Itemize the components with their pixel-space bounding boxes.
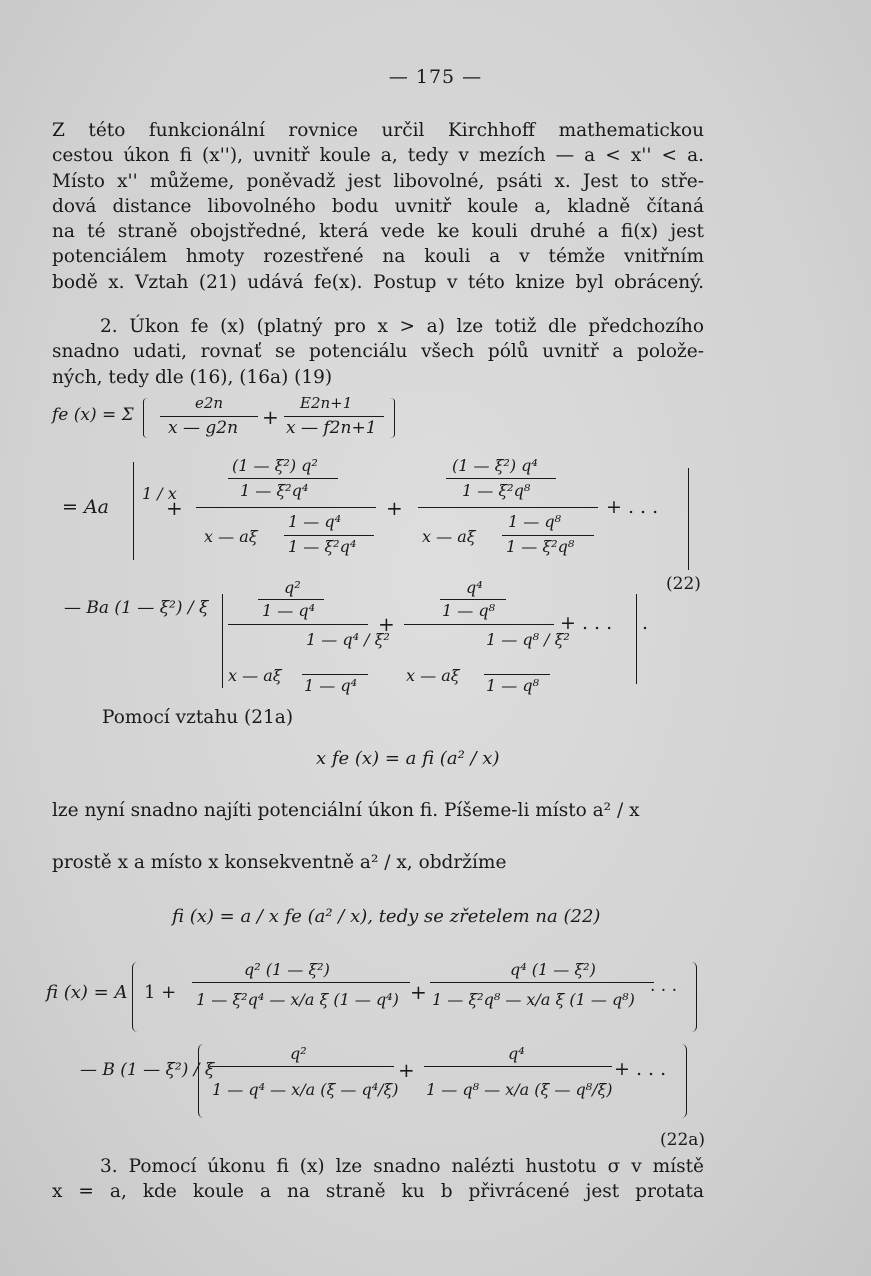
fraction-bar	[258, 599, 324, 600]
text-line: bodě x. Vztah (21) udává fe(x). Postup v této knize byl obrácený.	[52, 271, 704, 293]
t1-num: q² (1 — ξ²)	[244, 960, 330, 979]
term-a-den-x: x — aξ	[204, 527, 258, 546]
eq22-lead: = Aa	[62, 496, 110, 518]
text-line: dová distance libovolného bodu uvnitř koule a, kladně čítaná	[52, 195, 704, 217]
fraction-bar-main	[196, 507, 376, 508]
text-line: ných, tedy dle (16), (16a) (19)	[52, 366, 333, 388]
fraction-bar	[284, 535, 374, 536]
end-dot: .	[642, 612, 649, 634]
t2-den: 1 — ξ²q⁸ — x/a ξ (1 — q⁸)	[432, 990, 635, 1009]
one-over-x: 1 / x	[142, 484, 177, 503]
term-c-num-bot: 1 — q⁴	[262, 601, 316, 620]
text-lze-nyni: lze nyní snadno najíti potenciální úkon fi. Píšeme-li místo a² / x	[52, 800, 640, 821]
equation-number: (22a)	[660, 1130, 706, 1150]
fraction-bar	[284, 416, 384, 417]
paragraph-kirchhoff	[52, 118, 704, 295]
fraction-bar	[484, 674, 550, 675]
fraction-bar	[192, 982, 410, 983]
fraction-bar	[430, 982, 654, 983]
term-d-num-bot: 1 — q⁸	[442, 601, 496, 620]
fraction-bar-main	[418, 507, 598, 508]
plus-dots: + . . .	[560, 612, 613, 634]
term-b-den-x: x — aξ	[422, 527, 476, 546]
left-paren	[198, 1044, 209, 1118]
fraction-bar	[446, 478, 556, 479]
plus-sign: +	[166, 496, 183, 520]
eq-lhs: fe (x) = Σ	[52, 405, 134, 425]
right-paren	[676, 1044, 687, 1118]
plus-dots: + . . .	[614, 1058, 667, 1080]
term-a-num-top: (1 — ξ²) q²	[232, 456, 318, 475]
b-t2-num: q⁴	[508, 1044, 525, 1063]
b-t1-num: q²	[290, 1044, 307, 1063]
text-line: snadno udati, rovnať se potenciálu všech pólů uvnitř a polože-	[52, 341, 704, 363]
equation-fi: fi (x) = a / x fe (a² / x), tedy se zřetelem na (22)	[172, 906, 601, 927]
big-right-bracket	[688, 468, 689, 570]
term-b-num-bot: 1 — ξ²q⁸	[462, 481, 531, 500]
fraction-bar-main	[228, 624, 368, 625]
text-line: Místo x'' můžeme, poněvadž jest libovolné, psáti x. Jest to stře-	[52, 170, 704, 192]
plus-sign: +	[398, 1058, 415, 1082]
big-right-bracket	[636, 594, 637, 684]
fraction-bar	[440, 599, 506, 600]
left-paren	[132, 962, 143, 1032]
fraction-bar	[210, 1066, 394, 1067]
right-paren	[686, 962, 697, 1032]
eq22a-lhs: fi (x) = A	[46, 982, 128, 1003]
text-line: 2. Úkon fe (x) (platný pro x > a) lze totiž dle předchozího	[100, 316, 704, 337]
fraction-bar	[228, 478, 338, 479]
big-left-bracket	[222, 594, 223, 688]
equation-21a: x fe (x) = a fi (a² / x)	[316, 748, 500, 769]
term-d-den-x: x — aξ	[406, 666, 460, 685]
text-line: potenciálem hmoty rozestřené na kouli a v témže vnitřním	[52, 246, 704, 268]
term-c-den-a: 1 — q⁴ / ξ²	[306, 630, 390, 649]
plus-sign: +	[378, 612, 395, 636]
dots: . . .	[650, 976, 678, 996]
paragraph-ukon-fe	[52, 314, 704, 390]
text-line: x = a, kde koule a na straně ku b přivrácené jest protata	[52, 1181, 704, 1203]
eq-term2-num: E2n+1	[300, 394, 353, 412]
term-b-num-top: (1 — ξ²) q⁴	[452, 456, 538, 475]
right-paren	[384, 398, 395, 438]
eq-term2-den: x — f2n+1	[286, 418, 377, 438]
paragraph-hustota	[52, 1154, 704, 1205]
b-lead: — B (1 — ξ²) / ξ	[80, 1060, 215, 1080]
t1-den: 1 — ξ²q⁴ — x/a ξ (1 — q⁴)	[196, 990, 399, 1009]
text-proste: prostě x a místo x konsekventně a² / x, obdržíme	[52, 852, 507, 873]
plus-dots: + . . .	[606, 496, 659, 518]
fraction-bar-main	[404, 624, 554, 625]
term-a-den-bot: 1 — ξ²q⁴	[288, 537, 357, 556]
fraction-bar	[424, 1066, 612, 1067]
t2-num: q⁴ (1 — ξ²)	[510, 960, 596, 979]
term-d-num-top: q⁴	[466, 578, 483, 597]
text-line: 3. Pomocí úkonu fi (x) lze snadno nalézti hustotu σ v místě	[100, 1156, 704, 1177]
text-line: cestou úkon fi (x''), uvnitř koule a, tedy v mezích — a < x'' < a.	[52, 145, 704, 167]
b-t1-den: 1 — q⁴ — x/a (ξ — q⁴/ξ)	[212, 1080, 399, 1099]
equation-number: (22)	[666, 574, 701, 594]
term-b-den-bot: 1 — ξ²q⁸	[506, 537, 575, 556]
text-line: na té straně obojstředné, která vede ke kouli druhé a fi(x) jest	[52, 221, 704, 243]
big-left-bracket	[133, 462, 134, 560]
text-pomoci: Pomocí vztahu (21a)	[102, 707, 294, 728]
term-c-den-b: 1 — q⁴	[304, 676, 358, 695]
fraction-bar	[302, 674, 368, 675]
eq-term1-den: x — g2n	[168, 418, 239, 438]
b-t2-den: 1 — q⁸ — x/a (ξ — q⁸/ξ)	[426, 1080, 613, 1099]
term-c-num-top: q²	[284, 578, 301, 597]
text-line: Z této funkcionální rovnice určil Kirchhoff mathematickou	[52, 120, 704, 141]
plus-sign: +	[410, 980, 427, 1004]
plus-sign: +	[262, 405, 279, 429]
fraction-bar	[160, 416, 258, 417]
term-c-den-x: x — aξ	[228, 666, 282, 685]
fraction-bar	[502, 535, 594, 536]
term-a-den-top: 1 — q⁴	[288, 512, 342, 531]
left-paren	[143, 398, 154, 438]
page-number: — 175 —	[388, 66, 483, 88]
plus-sign: +	[386, 496, 403, 520]
one-plus: 1 +	[144, 982, 177, 1003]
eq-term1-num: e2n	[195, 394, 224, 412]
term-d-den-b: 1 — q⁸	[486, 676, 540, 695]
term-a-num-bot: 1 — ξ²q⁴	[240, 481, 309, 500]
term-b-den-top: 1 — q⁸	[508, 512, 562, 531]
second-lead: — Ba (1 — ξ²) / ξ	[64, 598, 209, 618]
term-d-den-a: 1 — q⁸ / ξ²	[486, 630, 570, 649]
